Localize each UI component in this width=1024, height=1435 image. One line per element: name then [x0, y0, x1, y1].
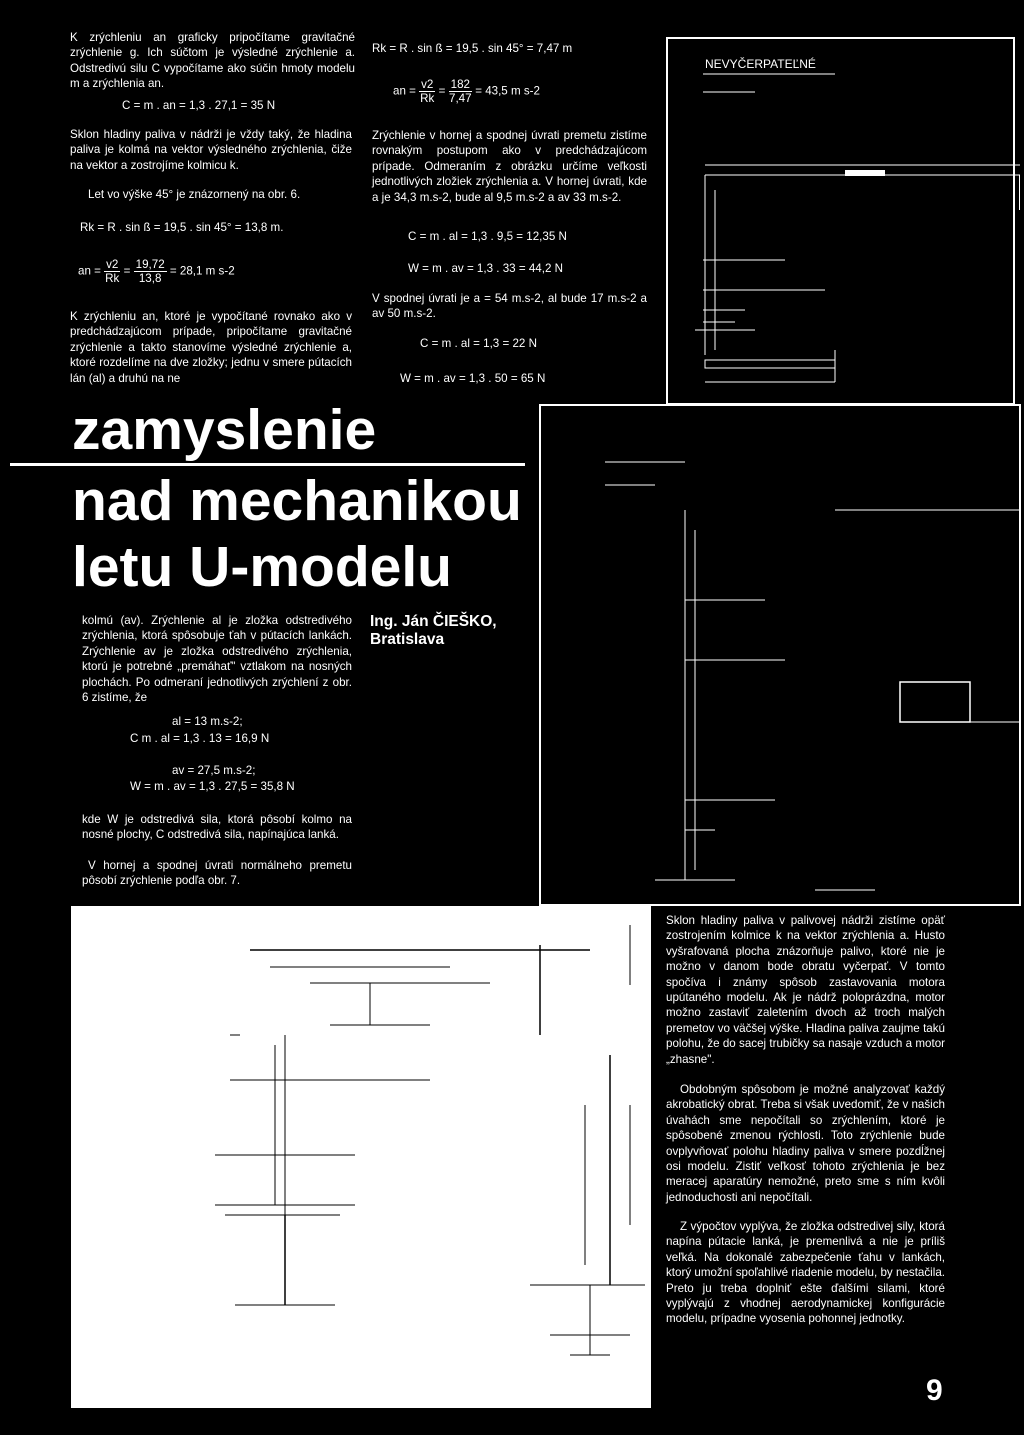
col4-para2: Obdobným spôsobom je možné analyzovať každý akrobatický obrat. Treba si však uvedomiť, že v našich úvahách sme nepočítali so zrýchlením, ktoré je spôsobené zmenou rýchlosti. Toto zrýchlenie bude ovplyvňovať polohu hladiny paliva v smere pozdĺžnej osi modelu. Zistiť veľkosť tohoto zrýchlenia je bez meracej aparatúry nemožné, preto sme s ním kvôli jednoduchosti ani nepočítali. — [666, 1083, 945, 1204]
frac-den: Rk — [420, 92, 435, 105]
eq-lhs: an = — [78, 264, 101, 278]
figure-7-lower-diagram — [70, 905, 652, 1410]
col3-eq-al: al = 13 m.s-2; — [172, 715, 243, 728]
fraction-v2-rk — [419, 78, 435, 105]
col3-eq-w: W = m . av = 1,3 . 27,5 = 35,8 N — [130, 780, 295, 793]
author-block — [370, 613, 497, 649]
col3-para1: kolmú (av). Zrýchlenie al je zložka odstredivého zrýchlenia, ktorá spôsobuje ťah v pútacích lankách. Zrýchlenie av je zložka odstredivého zrýchlenia, ktorú je potrebné „premáhať" vztlakom na nosných plochách. Po odmeraní jednotlivých zrýchlení z obr. 6 zistíme, že — [82, 614, 352, 705]
col2-eq-rk: Rk = R . sin ß = 19,5 . sin 45° = 7,47 m — [372, 42, 573, 55]
title-rule — [10, 463, 525, 466]
col1-eq-c: C = m . an = 1,3 . 27,1 = 35 N — [122, 99, 276, 112]
eq-rhs: = 28,1 m s-2 — [169, 264, 235, 278]
col2-eq-an — [393, 78, 540, 105]
col1-intro: K zrýchleniu an graficky pripočítame gravitačné zrýchlenie g. Ich súčtom je výsledné zrýchlenie a. Odstredivú silu C vypočítame ako súčin hmoty modelu m a zrýchlenia an. — [70, 31, 355, 91]
frac-den: 7,47 — [449, 92, 472, 105]
article-title-line3: letu U-modelu — [72, 535, 452, 599]
col1-para2: Let vo výške 45° je znázornený na obr. 6. — [88, 188, 301, 201]
col1-eq-rk: Rk = R . sin ß = 19,5 . sin 45° = 13,8 m. — [80, 221, 284, 234]
col3-para2: kde W je odstredivá sila, ktorá pôsobí kolmo na nosné plochy, C odstredivá sila, napínajúca lanká. — [82, 813, 352, 842]
article-title-line1: zamyslenie — [72, 398, 377, 462]
col3-eq-av: av = 27,5 m.s-2; — [172, 764, 256, 777]
col2-para1: Zrýchlenie v hornej a spodnej úvrati premetu zistíme rovnakým postupom ako v predchádzajúcom prípade. Odmeraním z obrázku určíme veľkosti jednotlivých zložiek zrýchlenia a. V hornej úvrati, kde a je 34,3 m.s-2, bude al 9,5 m.s-2 a av 33 m.s-2. — [372, 129, 647, 204]
frac-num: v2 — [106, 258, 119, 271]
col2-eq-c1: C = m . al = 1,3 . 9,5 = 12,35 N — [408, 230, 567, 243]
eq-mid: = — [123, 264, 131, 278]
col3-para3: V hornej a spodnej úvrati normálneho premetu pôsobí zrýchlenie podľa obr. 7. — [82, 859, 352, 888]
col3-eq-c: C m . al = 1,3 . 13 = 16,9 N — [130, 732, 270, 745]
col2-para2: V spodnej úvrati je a = 54 m.s-2, al bude 17 m.s-2 a av 50 m.s-2. — [372, 292, 647, 321]
eq-lhs: an = — [393, 84, 416, 98]
frac-num: 19,72 — [135, 258, 165, 271]
frac-den: Rk — [105, 272, 120, 285]
fraction-values — [449, 78, 472, 105]
figure-7-diagram — [535, 400, 1021, 908]
col2-eq-w1: W = m . av = 1,3 . 33 = 44,2 N — [408, 262, 563, 275]
eq-mid: = — [438, 84, 446, 98]
fraction-values — [134, 258, 167, 285]
frac-num: 182 — [450, 78, 470, 91]
article-title-line2: nad mechanikou — [72, 469, 522, 533]
figure-6-diagram — [655, 30, 1020, 410]
page-number: 9 — [926, 1374, 943, 1407]
col1-para1: Sklon hladiny paliva v nádrži je vždy taký, že hladina paliva je kolmá na vektor výsledného zrýchlenia, čiže na vektor a zostrojíme kolmicu k. — [70, 128, 352, 172]
col4-para3: Z výpočtov vyplýva, že zložka odstredivej sily, ktorá napína pútacie lanká, je premenlivá a nie je príliš veľká. Na dokonalé zabezpečenie ťahu v lankách, ktorý umožní spoľahlivé riadenie modelu, by nestačila. Preto ju treba doplniť ešte ďalšími silami, ktoré vyplývajú z vhodnej aerodynamickej konfigurácie modelu, prípadne vyosenia pohonnej jednotky. — [666, 1220, 945, 1326]
figure-label: NEVYČERPATEĽNÉ — [705, 57, 816, 71]
author-name: Ing. Ján ČIEŠKO, — [370, 613, 497, 630]
frac-num: v2 — [421, 78, 434, 91]
col1-para3: K zrýchleniu an, ktoré je vypočítané rovnako ako v predchádzajúcom prípade, pripočítame gravitačné zrýchlenie a takto stanovíme výsledné zrýchlenie a, ktoré rozdelíme na dve zložky; jednu v smere pútacích lán (al) a druhú na ne — [70, 310, 352, 385]
col2-eq-c2: C = m . al = 1,3 = 22 N — [420, 337, 537, 350]
frac-den: 13,8 — [138, 272, 162, 285]
col1-eq-an — [78, 258, 235, 285]
author-city: Bratislava — [370, 631, 445, 648]
col2-eq-w2: W = m . av = 1,3 . 50 = 65 N — [400, 372, 546, 385]
col4-para1: Sklon hladiny paliva v palivovej nádrži zistíme opäť zostrojením kolmice k na vektor zrýchlenia a. Husto vyšrafovaná plocha znázorňuje palivo, ktoré nie je možno v danom bode obratu vyčerpať. V tomto spočíva i známy spôsob zastavovania motora upútaného modelu. Ak je nádrž poloprázdna, motor možno zastaviť zaletením dvoch až troch malých premetov vo väčšej výške. Hladina paliva zaujme takú polohu, že do sacej trubičky sa nasaje vzduch a motor „zhasne". — [666, 914, 945, 1066]
fraction-v2-rk — [104, 258, 120, 285]
eq-rhs: = 43,5 m s-2 — [475, 84, 540, 98]
